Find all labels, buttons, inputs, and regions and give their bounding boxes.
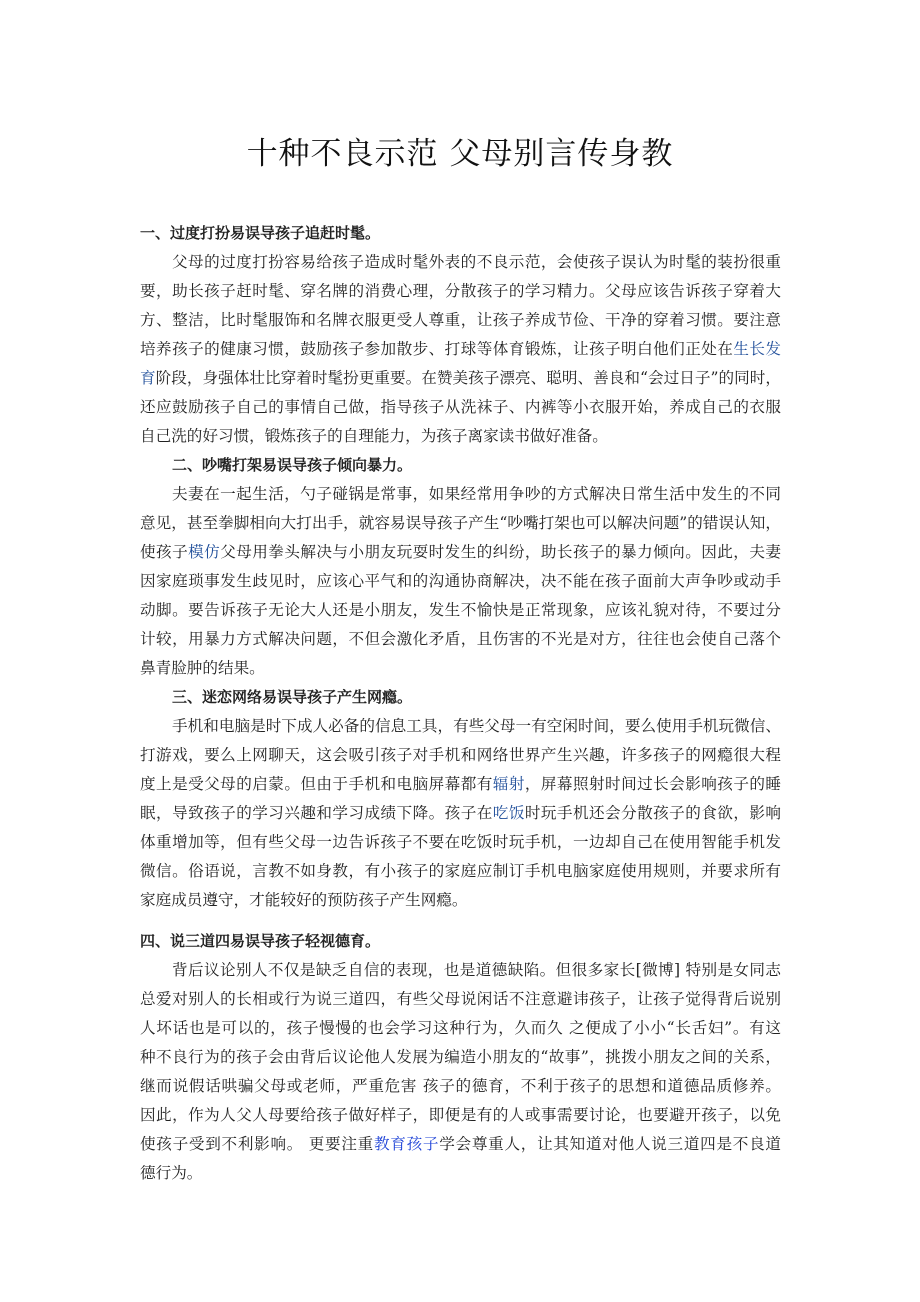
text-run: 总爱对别人的长相或行为说三道四，有些父母说闲话不注意避讳孩子，让孩子觉得背后说别 xyxy=(140,990,781,1008)
paragraph-line xyxy=(140,712,781,741)
paragraph-line xyxy=(140,509,781,538)
text-run: 家庭成员遵守，才能较好的预防孩子产生网瘾。 xyxy=(140,891,468,909)
paragraph-line xyxy=(140,886,781,915)
paragraph-line xyxy=(140,1072,781,1101)
text-run: 鼻青脸肿的结果。 xyxy=(140,659,265,677)
document-body xyxy=(140,219,781,1188)
text-run: 使孩子受到不利影响。 更要注重 xyxy=(140,1135,374,1153)
section-heading: 二、吵嘴打架易误导孩子倾向暴力。 xyxy=(172,456,413,474)
text-run: 父母用拳头解决与小朋友玩耍时发生的纠纷，助长孩子的暴力倾向。因此，夫妻 xyxy=(220,543,781,561)
text-run: ，屏幕照射时间过长会影响孩子的睡 xyxy=(524,775,781,793)
inline-link[interactable]: 模仿 xyxy=(188,543,221,561)
text-run: 继而说假话哄骗父母或老师，严重危害 孩子的德育，不利于孩子的思想和道德品质修养。 xyxy=(140,1077,781,1095)
text-run: 要，助长孩子赶时髦、穿名牌的消费心理，分散孩子的学习精力。父母应该告诉孩子穿着大 xyxy=(140,282,781,300)
section-4 xyxy=(140,927,781,1188)
section-heading: 四、说三道四易误导孩子轻视德育。 xyxy=(140,932,381,950)
inline-link[interactable]: 辐射 xyxy=(492,775,525,793)
inline-link[interactable]: 育 xyxy=(140,369,156,387)
text-run: 人坏话也是可以的，孩子慢慢的也会学习这种行为，久而久 之便成了小小“长舌妇”。有这 xyxy=(140,1019,781,1037)
paragraph-line xyxy=(140,538,781,567)
text-run: 自己洗的好习惯，锻炼孩子的自理能力，为孩子离家读书做好准备。 xyxy=(140,427,608,445)
paragraph-line xyxy=(140,306,781,335)
text-run: 手机和电脑是时下成人必备的信息工具，有些父母一有空闲时间，要么使用手机玩微信、 xyxy=(172,717,781,735)
paragraph-line xyxy=(140,857,781,886)
text-run: 还应鼓励孩子自己的事情自己做，指导孩子从洗袜子、内裤等小衣服开始，养成自己的衣服 xyxy=(140,398,781,416)
inline-link[interactable]: 生长发 xyxy=(733,340,781,358)
paragraph-line xyxy=(140,799,781,828)
paragraph-line xyxy=(140,956,781,985)
text-run: 因此，作为人父人母要给孩子做好样子，即便是有的人或事需要讨论，也要避开孩子，以免 xyxy=(140,1106,781,1124)
text-run: 计较，用暴力方式解决问题，不但会激化矛盾，且伤害的不光是对方，往往也会使自己落个 xyxy=(140,630,781,648)
text-run: 种不良行为的孩子会由背后议论他人发展为编造小朋友的“故事”，挑拨小朋友之间的关系， xyxy=(140,1048,781,1066)
text-run: 培养孩子的健康习惯，鼓励孩子参加散步、打球等体育锻炼，让孩子明白他们正处在 xyxy=(140,340,734,358)
paragraph-line xyxy=(140,567,781,596)
section-1 xyxy=(140,219,781,451)
paragraph-line xyxy=(140,828,781,857)
text-run: 德行为。 xyxy=(140,1164,203,1182)
text-run: 体重增加等，但有些父母一边告诉孩子不要在吃饭时玩手机，一边却自己在使用智能手机发 xyxy=(140,833,781,851)
section-heading: 三、迷恋网络易误导孩子产生网瘾。 xyxy=(172,688,413,706)
paragraph-line xyxy=(140,625,781,654)
document-title: 十种不良示范 父母别言传身教 xyxy=(246,136,674,172)
text-run: 度上是受父母的启蒙。但由于手机和电脑屏幕都有 xyxy=(140,775,493,793)
paragraph-line xyxy=(140,770,781,799)
section-2 xyxy=(140,451,781,683)
paragraph-line xyxy=(140,654,781,683)
paragraph-line xyxy=(140,596,781,625)
paragraph-line xyxy=(140,741,781,770)
text-run: 眠，导致孩子的学习兴趣和学习成绩下降。孩子在 xyxy=(140,804,493,822)
text-run: 学会尊重人，让其知道对他人说三道四是不良道 xyxy=(439,1135,781,1153)
text-run: 阶段，身强体壮比穿着时髦扮更重要。在赞美孩子漂亮、聪明、善良和“会过日子”的同时， xyxy=(155,369,781,387)
section-heading: 一、过度打扮易误导孩子追赶时髦。 xyxy=(140,224,381,242)
paragraph-line xyxy=(140,1101,781,1130)
text-run: 夫妻在一起生活，勺子碰锅是常事，如果经常用争吵的方式解决日常生活中发生的不同 xyxy=(172,485,781,503)
text-run: 意见，甚至拳脚相向大打出手，就容易误导孩子产生“吵嘴打架也可以解决问题”的错误认知， xyxy=(140,514,781,532)
text-run: 打游戏，要么上网聊天，这会吸引孩子对手机和网络世界产生兴趣，许多孩子的网瘾很大程 xyxy=(140,746,781,764)
paragraph-line xyxy=(140,1043,781,1072)
paragraph-line xyxy=(140,422,781,451)
paragraph-line xyxy=(140,1014,781,1043)
paragraph-line xyxy=(140,1130,781,1159)
paragraph-line xyxy=(140,393,781,422)
text-run: 时玩手机还会分散孩子的食欲，影响 xyxy=(524,804,781,822)
text-run: 因家庭琐事发生歧见时，应该心平气和的沟通协商解决，决不能在孩子面前大声争吵或动手 xyxy=(140,572,781,590)
paragraph-line xyxy=(140,248,781,277)
inline-link[interactable]: 教育孩子 xyxy=(373,1135,440,1153)
text-run: 方、整洁，比时髦服饰和名牌衣服更受人尊重，让孩子养成节俭、干净的穿着习惯。要注意 xyxy=(140,311,781,329)
paragraph-line xyxy=(140,1159,781,1188)
text-run: 父母的过度打扮容易给孩子造成时髦外表的不良示范，会使孩子误认为时髦的装扮很重 xyxy=(172,253,781,271)
paragraph-line xyxy=(140,480,781,509)
paragraph-line xyxy=(140,335,781,364)
text-run: 动脚。要告诉孩子无论大人还是小朋友，发生不愉快是正常现象，应该礼貌对待，不要过分 xyxy=(140,601,781,619)
section-3 xyxy=(140,683,781,915)
paragraph-line xyxy=(140,364,781,393)
text-run: 使孩子 xyxy=(140,543,189,561)
paragraph-line xyxy=(140,277,781,306)
inline-link[interactable]: 吃饭 xyxy=(492,804,525,822)
paragraph-line xyxy=(140,985,781,1014)
text-run: 微信。俗语说，言教不如身教，有小孩子的家庭应制订手机电脑家庭使用规则，并要求所有 xyxy=(140,862,781,880)
text-run: 背后议论别人不仅是缺乏自信的表现，也是道德缺陷。但很多家长[微博] 特别是女同志 xyxy=(172,961,781,979)
